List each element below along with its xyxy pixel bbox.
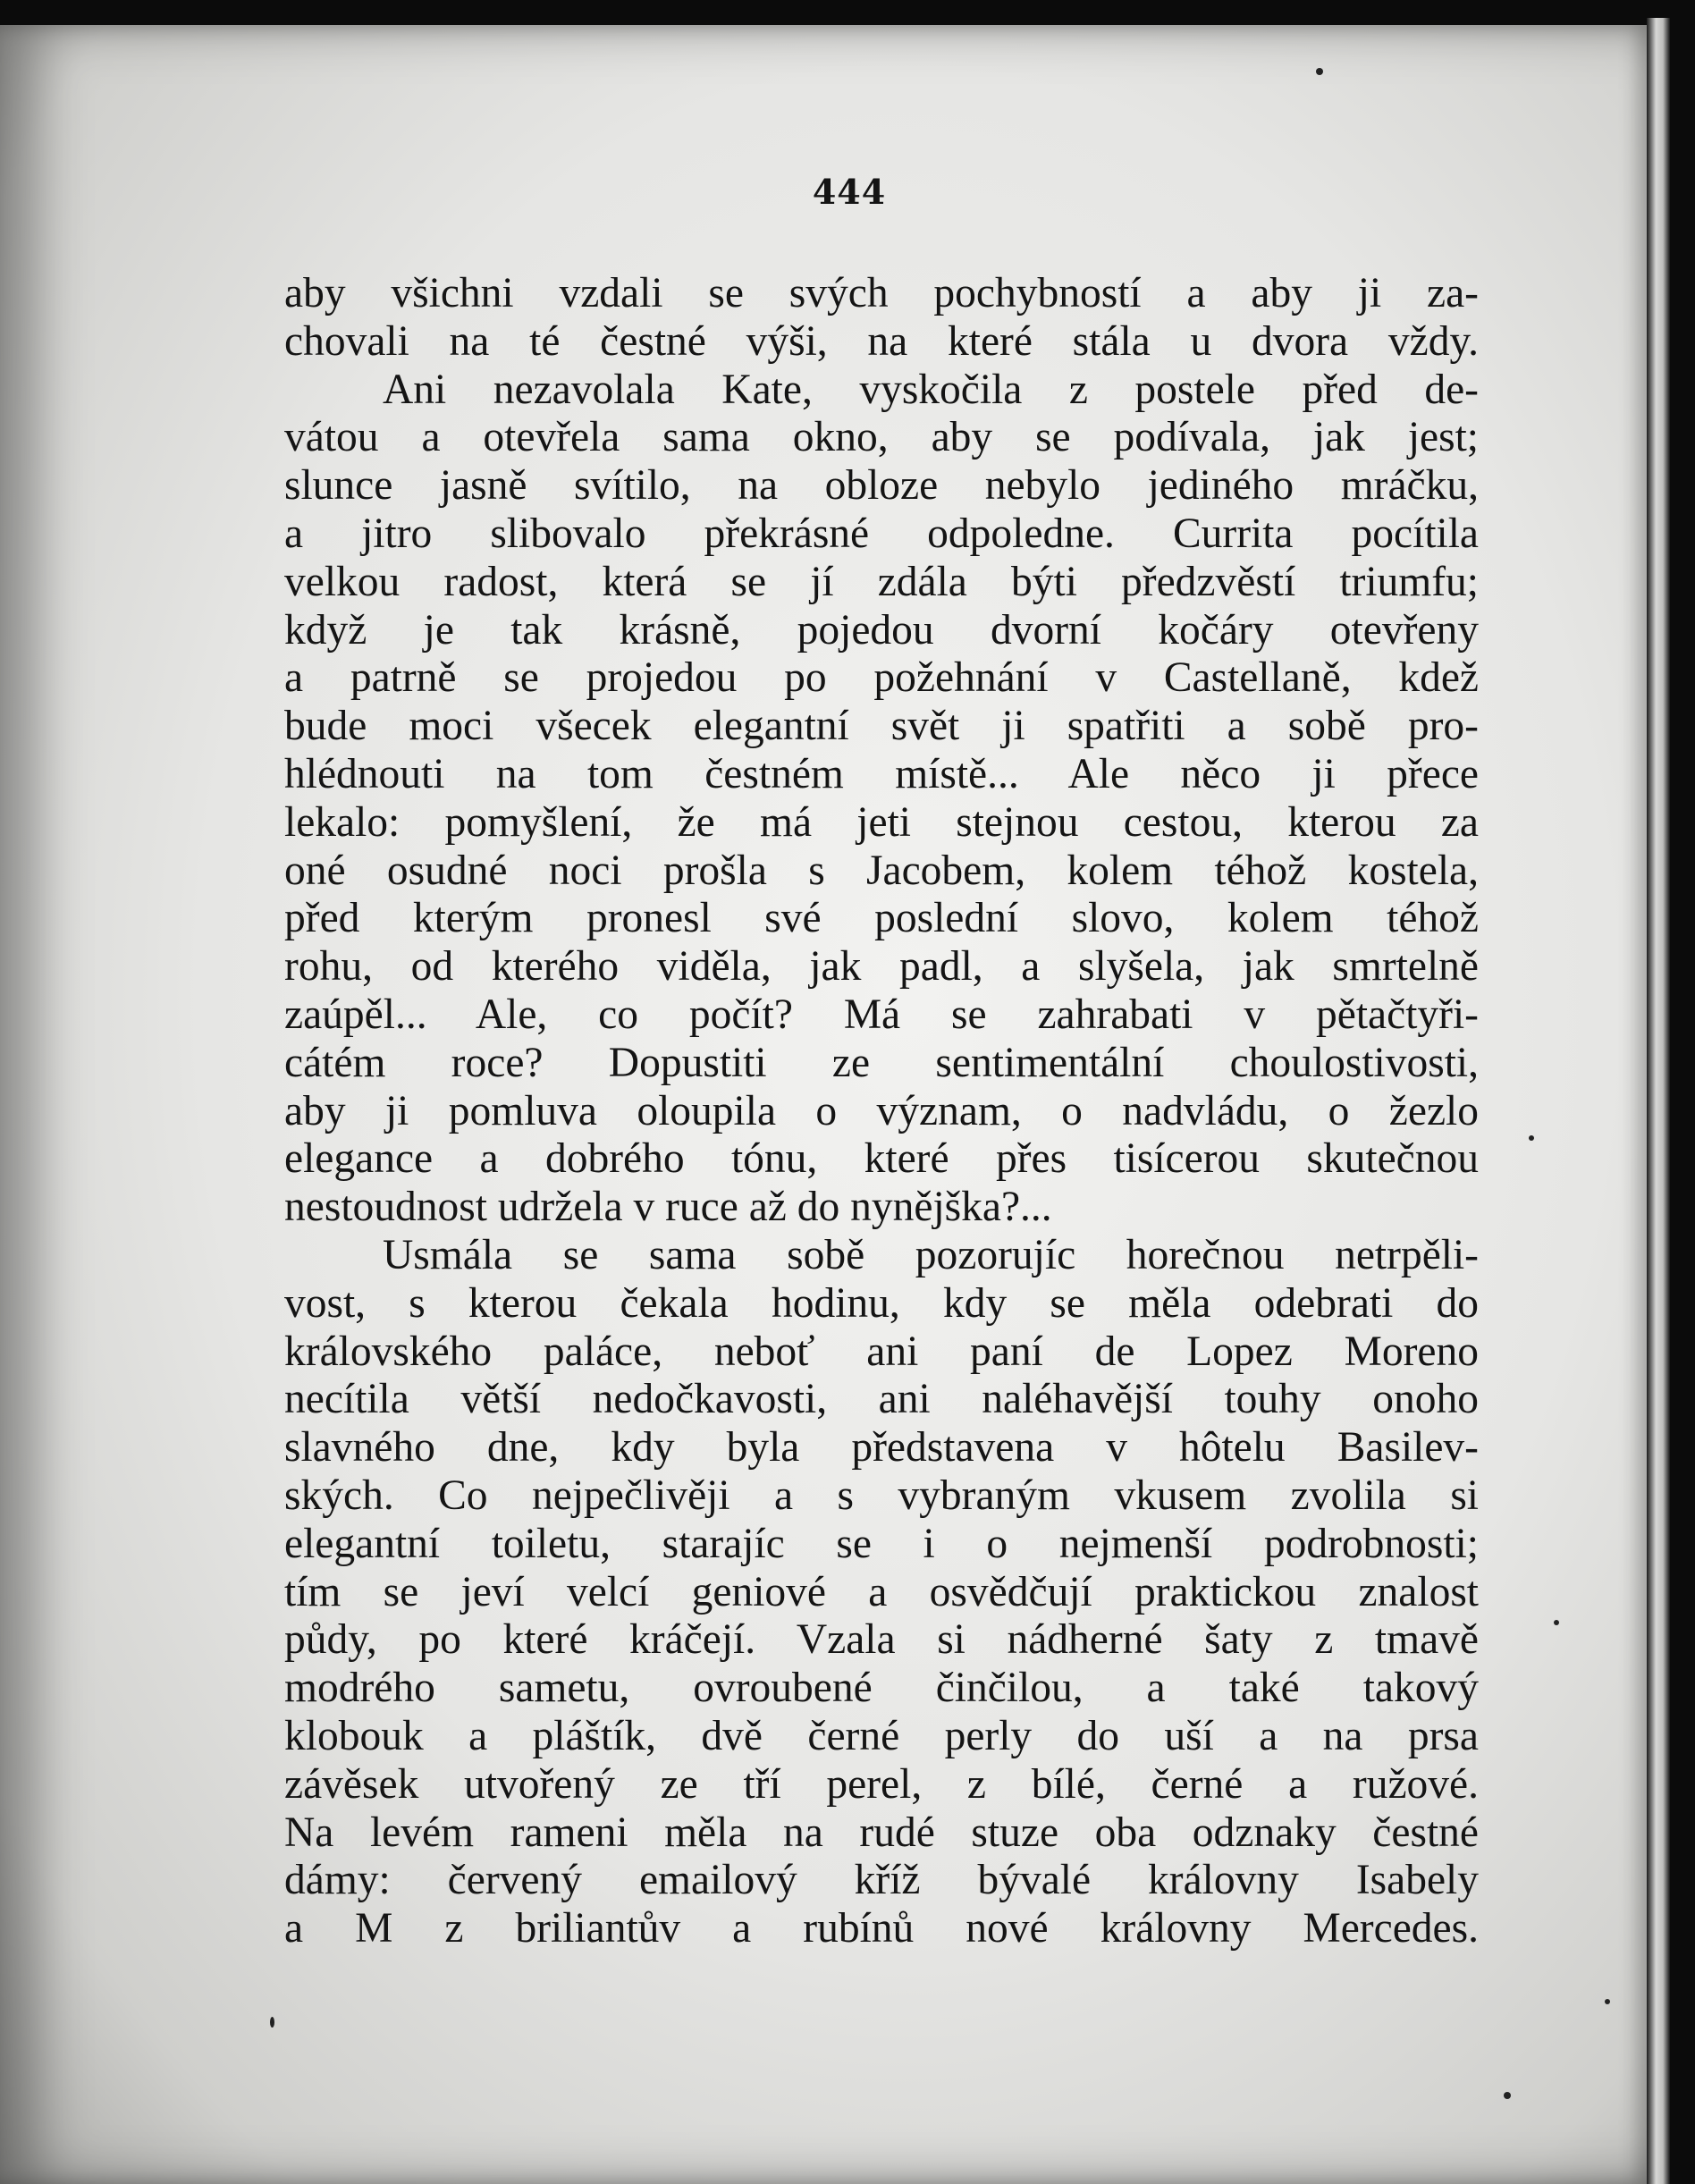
scan-speck: [1504, 2092, 1511, 2099]
text-line: aby všichni vzdali se svých pochybností a aby ji za-: [284, 270, 1479, 316]
text-line: půdy, po které kráčejí. Vzala si nádherné šaty z tmavě: [284, 1616, 1479, 1664]
text-line: necítila větší nedočkavosti, ani naléhavější touhy onoho: [284, 1376, 1479, 1423]
text-line: modrého sametu, ovroubené činčilou, a také takový: [284, 1665, 1479, 1712]
text-line: hlédnouti na tom čestném místě... Ale něco ji přece: [284, 750, 1479, 797]
text-line: oné osudné noci prošla s Jacobem, kolem téhož kostela,: [284, 847, 1479, 894]
text-line: elegance a dobrého tónu, které přes tisícerou skutečnou: [284, 1135, 1479, 1183]
text-line: chovali na té čestné výši, na které stála u dvora vždy.: [284, 317, 1479, 365]
text-line: a patrně se projedou po požehnání v Castellaně, kdež: [284, 654, 1479, 702]
text-line: cátém roce? Dopustiti ze sentimentální choulostivosti,: [284, 1039, 1479, 1086]
scan-speck: [270, 2017, 274, 2028]
text-line: před kterým pronesl své poslední slovo, kolem téhož: [284, 895, 1479, 942]
scan-speck: [1605, 1999, 1610, 2004]
text-line: aby ji pomluva oloupila o význam, o nadvládu, o žezlo: [284, 1087, 1479, 1134]
text-line: nestoudnost udržela v ruce až do nynějška?...: [284, 1184, 1052, 1231]
text-line: rohu, od kterého viděla, jak padl, a slyšela, jak smrtelně: [284, 943, 1479, 991]
text-line: Ani nezavolala Kate, vyskočila z postele před de-: [383, 366, 1479, 413]
text-line: a M z briliantův a rubínů nové královny Mercedes.: [284, 1905, 1479, 1952]
scan-speck: [1554, 1620, 1559, 1625]
text-line: zaúpěl... Ale, co počít? Má se zahrabati v pětačtyři-: [284, 991, 1479, 1038]
text-line: bude moci všecek elegantní svět ji spatřiti a sobě pro-: [284, 703, 1479, 750]
text-line: klobouk a pláštík, dvě černé perly do uší a na prsa: [284, 1712, 1479, 1759]
text-line: slavného dne, kdy byla představena v hôtelu Basilev-: [284, 1424, 1479, 1471]
text-line: královského paláce, neboť ani paní de Lopez Moreno: [284, 1328, 1479, 1375]
text-line: dámy: červený emailový kříž bývalé královny Isabely: [284, 1857, 1479, 1904]
text-line: závěsek utvořený ze tří perel, z bílé, černé a ružové.: [284, 1760, 1479, 1808]
text-line: vátou a otevřela sama okno, aby se podívala, jak jest;: [284, 414, 1479, 461]
text-line: elegantní toiletu, starajíc se i o nejmenší podrobnosti;: [284, 1520, 1479, 1567]
page-number: 444: [812, 172, 887, 212]
text-line: a jitro slibovalo překrásné odpoledne. Currita pocítila: [284, 510, 1479, 557]
scan-speck: [1316, 68, 1323, 75]
scan-speck: [1529, 1135, 1534, 1141]
page-edge: [1647, 18, 1670, 2184]
text-line: slunce jasně svítilo, na obloze nebylo jediného mráčku,: [284, 462, 1479, 510]
text-line: velkou radost, která se jí zdála býti předzvěstí triumfu;: [284, 558, 1479, 605]
body-text: [284, 270, 1479, 1953]
text-line: tím se jeví velcí geniové a osvědčují praktickou znalost: [284, 1568, 1479, 1615]
text-line: lekalo: pomyšlení, že má jeti stejnou cestou, kterou za: [284, 798, 1479, 846]
text-line: ských. Co nejpečlivěji a s vybraným vkusem zvolila si: [284, 1471, 1479, 1519]
text-line: Na levém rameni měla na rudé stuze oba odznaky čestné: [284, 1809, 1479, 1856]
text-line: vost, s kterou čekala hodinu, kdy se měla odebrati do: [284, 1279, 1479, 1327]
text-line: Usmála se sama sobě pozorujíc horečnou netrpěli-: [383, 1231, 1479, 1278]
text-line: když je tak krásně, pojedou dvorní kočáry otevřeny: [284, 606, 1479, 654]
